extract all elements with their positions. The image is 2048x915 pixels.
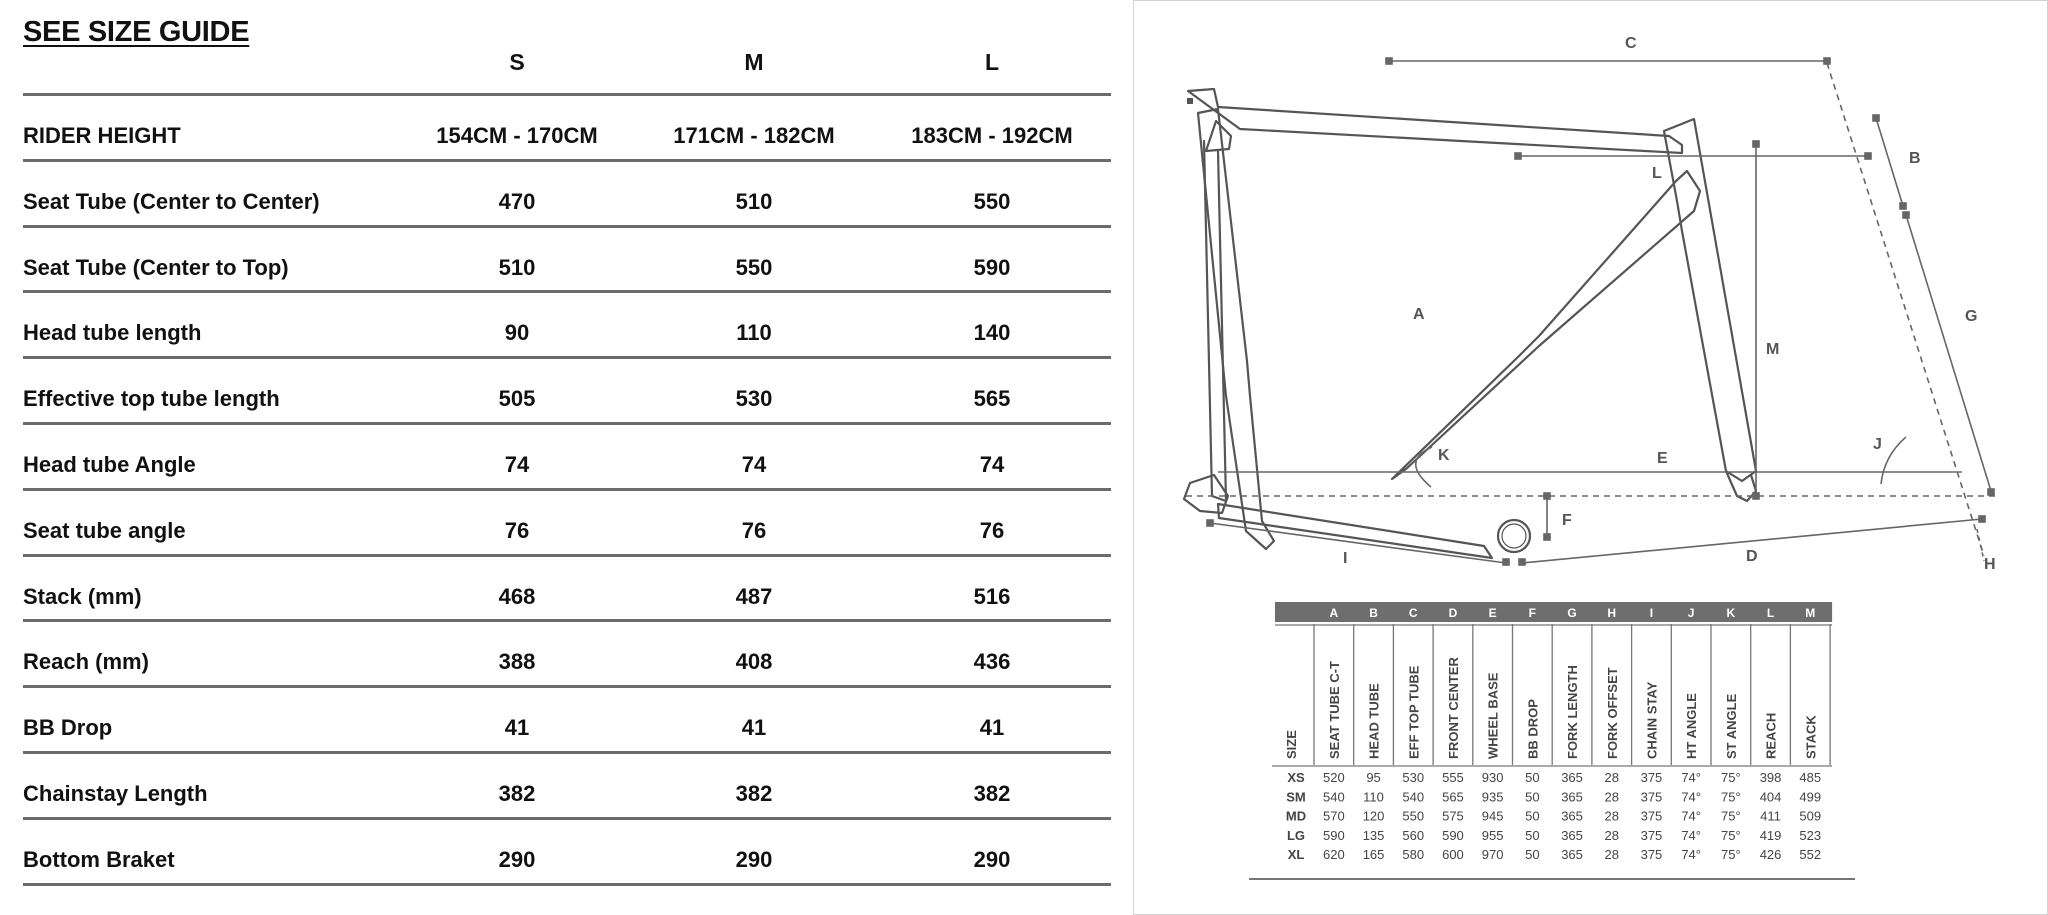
geometry-size-label: XS [1287, 770, 1305, 785]
row-label: Reach (mm) [23, 649, 149, 674]
table-rule [23, 685, 1111, 688]
geometry-cell: 28 [1604, 789, 1619, 805]
size-column-header-m: M [744, 49, 764, 75]
geometry-column-header: HT ANGLE [1684, 693, 1700, 759]
geometry-cell: 580 [1402, 847, 1425, 863]
dim-label-h: H [1984, 556, 1996, 573]
size-header: SIZE [1284, 730, 1299, 759]
geometry-cell: 120 [1362, 808, 1385, 824]
row-value: 550 [973, 189, 1011, 214]
row-value: 90 [504, 320, 530, 345]
size-guide-row [0, 314, 1134, 354]
letter-header: C [1408, 606, 1418, 620]
geometry-cell: 375 [1640, 827, 1663, 843]
table-rule [23, 488, 1111, 491]
geometry-column-header: WHEEL BASE [1485, 672, 1501, 759]
geometry-cell: 560 [1402, 827, 1425, 843]
geometry-cell: 550 [1402, 808, 1425, 824]
size-column-header-l: L [984, 49, 1000, 75]
dim-label-f: F [1562, 512, 1572, 529]
geometry-size-label: XL [1287, 847, 1305, 863]
row-value: 74 [979, 452, 1005, 477]
letter-header: D [1448, 606, 1458, 620]
size-guide-row [0, 117, 1134, 157]
row-value: 76 [504, 518, 530, 543]
geometry-size-label: MD [1285, 808, 1307, 824]
row-value: 290 [973, 847, 1011, 872]
dim-label-d: D [1746, 548, 1758, 565]
row-value: 290 [498, 847, 536, 872]
dim-label-c: C [1625, 35, 1637, 52]
letter-header: M [1805, 606, 1816, 620]
geometry-column-header: CHAIN STAY [1644, 681, 1660, 759]
letter-header: E [1488, 606, 1497, 620]
row-value: 154CM - 170CM [436, 123, 598, 148]
geometry-cell: 95 [1366, 770, 1381, 785]
geometry-cell: 419 [1759, 827, 1782, 843]
geometry-cell: 590 [1322, 827, 1345, 843]
row-value: 468 [498, 584, 536, 609]
letter-header: F [1528, 606, 1537, 620]
size-guide-row [0, 578, 1134, 618]
geometry-cell: 75° [1721, 770, 1741, 785]
dim-label-k: K [1438, 447, 1450, 464]
row-value: 140 [973, 320, 1011, 345]
geometry-table [1134, 1, 2047, 914]
geometry-cell: 590 [1442, 827, 1464, 843]
size-guide-row [0, 380, 1134, 420]
geometry-cell: 600 [1442, 847, 1464, 863]
geometry-column-header: FRONT CENTER [1445, 657, 1461, 759]
geometry-column-header: BB DROP [1525, 699, 1541, 759]
geometry-cell: 404 [1759, 789, 1782, 805]
geometry-cell: 365 [1561, 770, 1583, 785]
geometry-cell: 530 [1402, 770, 1425, 785]
dim-label-g: G [1965, 308, 1978, 325]
row-label: Bottom Braket [23, 847, 175, 872]
row-value: 382 [735, 781, 773, 806]
geometry-cell: 74° [1681, 827, 1701, 843]
geometry-cell: 74° [1681, 770, 1701, 785]
dim-label-j: J [1873, 436, 1882, 453]
row-value: 530 [735, 386, 773, 411]
geometry-cell: 75° [1721, 827, 1741, 843]
geometry-cell: 540 [1322, 789, 1345, 805]
geometry-cell: 50 [1525, 808, 1540, 824]
row-value: 487 [735, 584, 773, 609]
geometry-cell: 365 [1561, 808, 1583, 824]
geometry-cell: 930 [1481, 770, 1504, 785]
geometry-cell: 375 [1640, 770, 1663, 785]
letter-header: G [1567, 606, 1577, 620]
geometry-cell: 955 [1481, 827, 1504, 843]
letter-header: I [1649, 606, 1654, 620]
geometry-cell: 28 [1604, 770, 1619, 785]
table-rule [23, 883, 1111, 886]
row-value: 505 [498, 386, 536, 411]
geometry-cell: 620 [1322, 847, 1345, 863]
table-rule [23, 554, 1111, 557]
geometry-cell: 365 [1561, 789, 1583, 805]
geometry-column-header: ST ANGLE [1723, 693, 1739, 759]
geometry-cell: 426 [1759, 847, 1782, 863]
letter-header: K [1726, 606, 1736, 620]
geometry-size-label: SM [1286, 789, 1306, 805]
row-value: 470 [498, 189, 536, 214]
geometry-cell: 540 [1402, 789, 1425, 805]
row-value: 510 [498, 255, 536, 280]
table-rule [23, 290, 1111, 293]
dim-label-i: I [1343, 550, 1348, 567]
geometry-cell: 75° [1721, 808, 1741, 824]
row-value: 510 [735, 189, 773, 214]
row-label: BB Drop [23, 715, 113, 740]
geometry-panel [1133, 0, 2048, 915]
row-value: 76 [741, 518, 767, 543]
letter-header: H [1607, 606, 1617, 620]
size-guide-row [0, 841, 1134, 881]
size-guide-row [0, 643, 1134, 683]
dim-label-m: M [1766, 341, 1780, 358]
geometry-cell: 398 [1759, 770, 1782, 785]
geometry-column-header: STACK [1803, 715, 1819, 759]
geometry-cell: 28 [1604, 808, 1619, 824]
geometry-cell: 375 [1640, 808, 1663, 824]
geometry-cell: 110 [1363, 789, 1384, 805]
table-rule [23, 93, 1111, 96]
geometry-cell: 75° [1721, 789, 1741, 805]
table-rule [23, 751, 1111, 754]
row-label: Effective top tube length [23, 386, 280, 411]
row-value: 590 [973, 255, 1011, 280]
row-label: Seat Tube (Center to Center) [23, 189, 320, 214]
size-guide-row [0, 183, 1134, 223]
dim-label-e: E [1657, 450, 1668, 467]
size-guide-row [0, 512, 1134, 552]
geometry-cell: 375 [1640, 847, 1663, 863]
geometry-cell: 485 [1799, 770, 1822, 785]
geometry-cell: 50 [1525, 789, 1540, 805]
table-rule [23, 422, 1111, 425]
row-value: 565 [973, 386, 1011, 411]
row-value: 41 [979, 715, 1005, 740]
table-rule [23, 225, 1111, 228]
table-rule [23, 619, 1111, 622]
geometry-cell: 75° [1721, 847, 1741, 863]
row-value: 516 [973, 584, 1011, 609]
letter-header: A [1329, 606, 1339, 620]
geometry-column-header: SEAT TUBE C-T [1326, 661, 1342, 759]
size-guide-row [0, 775, 1134, 815]
size-guide-row [0, 249, 1134, 289]
geometry-cell: 509 [1799, 808, 1822, 824]
geometry-size-label: LG [1286, 827, 1306, 843]
geometry-cell: 135 [1362, 827, 1385, 843]
geometry-cell: 499 [1799, 789, 1822, 805]
table-rule [23, 159, 1111, 162]
row-value: 290 [735, 847, 773, 872]
letter-header: L [1766, 606, 1775, 620]
geometry-cell: 28 [1604, 827, 1619, 843]
geometry-cell: 74° [1681, 847, 1701, 863]
geometry-column-header: FORK LENGTH [1565, 665, 1581, 759]
row-value: 41 [504, 715, 530, 740]
geometry-cell: 945 [1481, 808, 1504, 824]
geometry-cell: 411 [1760, 808, 1781, 824]
table-rule [23, 356, 1111, 359]
row-value: 171CM - 182CM [673, 123, 835, 148]
row-label: Chainstay Length [23, 781, 208, 806]
row-label: RIDER HEIGHT [23, 123, 181, 148]
row-value: 183CM - 192CM [911, 123, 1073, 148]
row-value: 436 [973, 649, 1011, 674]
row-value: 408 [735, 649, 773, 674]
geometry-column-header: EFF TOP TUBE [1406, 665, 1422, 759]
geometry-cell: 50 [1525, 847, 1540, 863]
row-label: Seat tube angle [23, 518, 186, 543]
row-label: Stack (mm) [23, 584, 142, 609]
geometry-column-header: FORK OFFSET [1604, 667, 1620, 759]
letter-header: J [1687, 606, 1695, 620]
geometry-cell: 523 [1799, 827, 1822, 843]
geometry-cell: 50 [1525, 827, 1540, 843]
row-value: 110 [736, 320, 772, 345]
geometry-cell: 365 [1561, 847, 1583, 863]
row-value: 388 [498, 649, 536, 674]
row-value: 74 [504, 452, 530, 477]
row-value: 41 [741, 715, 767, 740]
geometry-column-header: HEAD TUBE [1366, 683, 1382, 759]
row-value: 74 [741, 452, 767, 477]
dim-label-l: L [1652, 165, 1662, 182]
geometry-cell: 570 [1322, 808, 1345, 824]
row-value: 382 [498, 781, 536, 806]
letter-header: B [1369, 606, 1378, 620]
table-rule [23, 817, 1111, 820]
geometry-column-header: REACH [1763, 712, 1779, 759]
geometry-cell: 28 [1604, 847, 1619, 863]
row-label: Seat Tube (Center to Top) [23, 255, 289, 280]
geometry-cell: 74° [1681, 808, 1701, 824]
geometry-cell: 565 [1442, 789, 1464, 805]
geometry-cell: 165 [1362, 847, 1385, 863]
geometry-cell: 74° [1681, 789, 1701, 805]
dim-label-a: A [1413, 306, 1425, 323]
geometry-cell: 520 [1322, 770, 1345, 785]
geometry-cell: 575 [1442, 808, 1464, 824]
dim-label-b: B [1909, 150, 1921, 167]
see-size-guide-link[interactable]: SEE SIZE GUIDE [23, 16, 250, 48]
geometry-cell: 552 [1799, 847, 1822, 863]
row-label: Head tube length [23, 320, 202, 345]
geometry-cell: 970 [1481, 847, 1504, 863]
geometry-cell: 365 [1561, 827, 1583, 843]
size-column-header-s: S [509, 49, 525, 75]
row-value: 76 [979, 518, 1005, 543]
geometry-cell: 50 [1525, 770, 1540, 785]
geometry-cell: 375 [1640, 789, 1663, 805]
size-guide-row [0, 709, 1134, 749]
row-value: 550 [735, 255, 773, 280]
letter-header-bar [1275, 602, 1832, 622]
size-guide-row [0, 446, 1134, 486]
geometry-cell: 555 [1442, 770, 1464, 785]
row-value: 382 [973, 781, 1011, 806]
row-label: Head tube Angle [23, 452, 196, 477]
geometry-cell: 935 [1481, 789, 1504, 805]
